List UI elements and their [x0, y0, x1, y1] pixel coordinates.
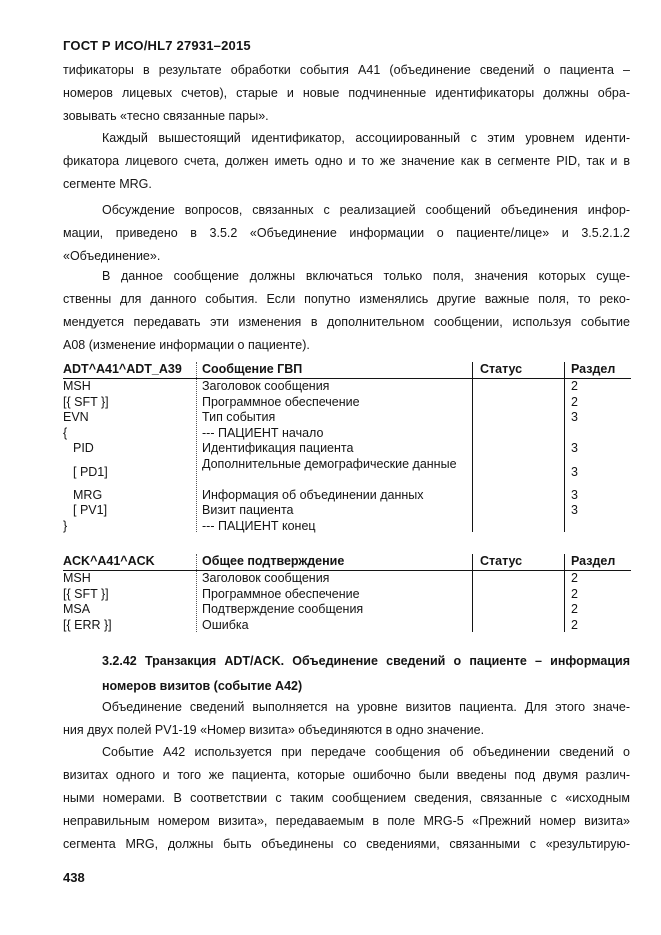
section-cell: 3 [571, 503, 578, 517]
paragraph [63, 127, 630, 196]
table-row [63, 488, 631, 504]
paragraph [63, 696, 630, 742]
table-row [63, 587, 631, 603]
text-line: А08 (изменение информации о пациенте). [63, 338, 310, 352]
description-cell: Программное обеспечение [202, 394, 360, 409]
header-cell: Статус [480, 362, 523, 376]
acknowledgement-table [63, 554, 631, 633]
segment-cell: } [63, 518, 68, 533]
segment-cell: [ PV1] [73, 503, 108, 517]
section-cell: 2 [571, 586, 578, 601]
column-divider [472, 362, 473, 532]
table-row [63, 618, 631, 634]
text-line: ными номерами. В соответствии с таким сообщением сведения, связанные с «исходным [63, 791, 630, 805]
segment-cell: MSH [63, 571, 91, 585]
text-line: неправильным номером визита», передаваемым в поле MRG-5 «Прежний номер визита» [63, 814, 630, 828]
text-line: В данное сообщение должны включаться только поля, значения которых суще- [102, 269, 630, 283]
column-divider [196, 554, 197, 632]
text-line: Объединение сведений выполняется на уровне визитов пациента. Для этого значе- [102, 700, 630, 714]
header-cell: Сообщение ГВП [202, 362, 303, 376]
table-header [63, 554, 631, 571]
text-line: сегмента MRG, должны быть объединены со сведениями, связанными с «результирую- [63, 837, 630, 851]
column-divider [472, 554, 473, 632]
segment-cell: PID [73, 441, 94, 455]
segment-cell: [{ SFT }] [63, 394, 109, 409]
table-row [63, 503, 631, 519]
table-row [63, 571, 631, 587]
section-cell: 2 [571, 379, 578, 393]
message-structure-table [63, 362, 631, 534]
section-heading [102, 649, 630, 699]
header-cell: Раздел [571, 554, 616, 568]
table-row [63, 602, 631, 618]
text-line: Обсуждение вопросов, связанных с реализацией сообщений объединения инфор- [102, 203, 630, 217]
table-row [63, 457, 631, 488]
paragraph [63, 741, 630, 856]
text-line: ственны для данного события. Если попутно изменялись другие важные поля, то реко- [63, 292, 630, 306]
section-cell: 2 [571, 617, 578, 632]
text-line: Событие А42 используется при передаче сообщения об объединении сведений о [102, 745, 630, 759]
header-cell: Статус [480, 554, 523, 568]
paragraph [63, 59, 630, 128]
segment-cell: MSH [63, 379, 91, 393]
segment-cell: { [63, 425, 68, 440]
segment-cell: EVN [63, 410, 89, 424]
segment-cell: [{ ERR }] [63, 617, 112, 632]
segment-cell: MRG [73, 487, 103, 502]
text-line: фикатора лицевого счета, должен иметь одно и то же значение как в сегменте PID, так и в [63, 154, 630, 168]
description-cell: Тип события [202, 410, 276, 424]
text-line: ния двух полей PV1-19 «Номер визита» объединяются в одно значение. [63, 723, 485, 737]
header-cell: ACK^A41^ACK [63, 554, 155, 568]
table-row [63, 379, 631, 395]
table-row [63, 441, 631, 457]
table-row [63, 395, 631, 411]
text-line: тификаторы в результате обработки события А41 (объединение сведений о пациента – [63, 63, 630, 77]
section-cell: 3 [571, 464, 578, 479]
description-cell: Дополнительные демографические данные [202, 456, 457, 471]
text-line: «Объединение». [63, 249, 161, 263]
section-cell: 2 [571, 394, 578, 409]
text-line: мендуется передавать эти изменения в дополнительном сообщении, используя событие [63, 315, 630, 329]
paragraph [63, 199, 630, 268]
header-cell: ADT^A41^ADT_A39 [63, 362, 182, 376]
description-cell: Подтверждение сообщения [202, 602, 364, 616]
table-row [63, 410, 631, 426]
text-line: визитах одного и того же пациента, которые ошибочно были введены под двумя различ- [63, 768, 630, 782]
text-line: Каждый вышестоящий идентификатор, ассоциированный с этим уровнем иденти- [102, 131, 630, 145]
section-cell: 3 [571, 441, 578, 455]
description-cell: Ошибка [202, 617, 249, 632]
description-cell: Заголовок сообщения [202, 571, 330, 585]
description-cell: --- ПАЦИЕНТ начало [202, 425, 324, 440]
table-row [63, 426, 631, 442]
header-cell: Общее подтверждение [202, 554, 345, 568]
section-cell: 3 [571, 410, 578, 424]
segment-cell: [ PD1] [73, 464, 108, 479]
page-number: 438 [63, 870, 85, 885]
segment-cell: [{ SFT }] [63, 586, 109, 601]
text-line: мации, приведено в 3.5.2 «Объединение информации о пациенте/лице» и 3.5.2.1.2 [63, 226, 630, 240]
section-heading-line: 3.2.42 Транзакция ADT/ACK. Объединение сведений о пациенте – информация [102, 654, 630, 668]
table-row [63, 519, 631, 535]
header-cell: Раздел [571, 362, 616, 376]
segment-cell: MSA [63, 602, 91, 616]
description-cell: Заголовок сообщения [202, 379, 330, 393]
document-header: ГОСТ Р ИСО/HL7 27931–2015 [63, 38, 251, 53]
section-heading-line: номеров визитов (событие А42) [102, 679, 303, 693]
column-divider [564, 362, 565, 532]
column-divider [564, 554, 565, 632]
section-cell: 2 [571, 602, 578, 616]
section-cell: 2 [571, 571, 578, 585]
text-line: зовывать «тесно связанные пары». [63, 109, 269, 123]
section-cell: 3 [571, 487, 578, 502]
table-header [63, 362, 631, 379]
description-cell: Информация об объединении данных [202, 487, 424, 502]
description-cell: Визит пациента [202, 503, 294, 517]
paragraph [63, 265, 630, 357]
column-divider [196, 362, 197, 532]
text-line: номеров лицевых счетов), старые и новые подчиненные идентификаторы должны обра- [63, 86, 630, 100]
description-cell: --- ПАЦИЕНТ конец [202, 518, 316, 533]
text-line: сегменте MRG. [63, 177, 152, 191]
description-cell: Программное обеспечение [202, 586, 360, 601]
description-cell: Идентификация пациента [202, 441, 354, 455]
